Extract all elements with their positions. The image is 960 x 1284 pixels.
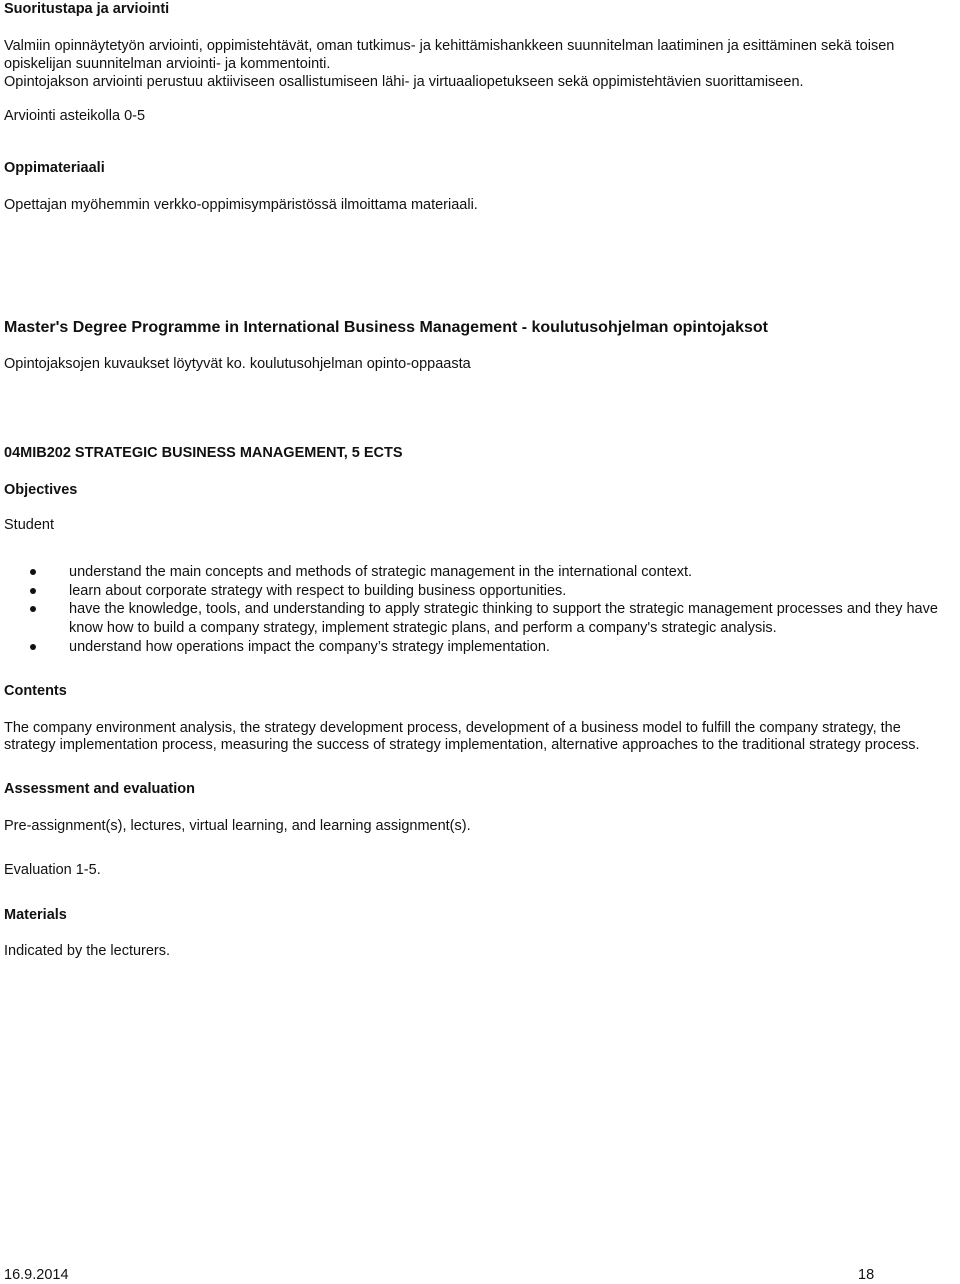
paragraph-line: opiskelijan suunnitelman arviointi- ja kommentointi.: [4, 56, 331, 72]
bullet-marker: [30, 569, 36, 575]
contents-line: strategy implementation process, measuring the success of strategy implementation, alternative approaches to the traditional strategy process.: [4, 737, 920, 753]
contents-heading: Contents: [4, 683, 67, 699]
programme-subtitle: Opintojaksojen kuvaukset löytyvät ko. koulutusohjelman opinto-oppaasta: [4, 356, 471, 372]
list-item: understand how operations impact the company’s strategy implementation.: [69, 639, 550, 655]
objectives-heading: Objectives: [4, 482, 78, 498]
assessment-text: Pre-assignment(s), lectures, virtual learning, and learning assignment(s).: [4, 818, 471, 834]
list-item-continuation: know how to build a company strategy, implement strategic plans, and perform a company's strategic analysis.: [69, 620, 777, 636]
bullet-marker: [30, 606, 36, 612]
list-item: have the knowledge, tools, and understanding to apply strategic thinking to support the strategic management processes and they have: [69, 601, 938, 617]
programme-title: Master's Degree Programme in International Business Management - koulutusohjelman opintojaksot: [4, 319, 768, 336]
materials-heading: Materials: [4, 907, 67, 923]
student-label: Student: [4, 517, 54, 533]
course-title: 04MIB202 STRATEGIC BUSINESS MANAGEMENT, 5 ECTS: [4, 445, 403, 461]
paragraph-line: Opintojakson arviointi perustuu aktiiviseen osallistumiseen lähi- ja virtuaaliopetukseen sekä oppimistehtävien suorittamiseen.: [4, 74, 804, 90]
assessment-heading: Assessment and evaluation: [4, 781, 195, 797]
materials-text-fi: Opettajan myöhemmin verkko-oppimisympäristössä ilmoittama materiaali.: [4, 197, 478, 213]
section-heading-materials-fi: Oppimateriaali: [4, 160, 105, 176]
page-number: 18: [858, 1267, 875, 1283]
footer-date: 16.9.2014: [4, 1267, 69, 1283]
list-item: learn about corporate strategy with respect to building business opportunities.: [69, 583, 567, 599]
evaluation-text: Evaluation 1-5.: [4, 862, 101, 878]
bullet-marker: [30, 588, 36, 594]
contents-line: The company environment analysis, the strategy development process, development of a business model to fulfill the company strategy, the: [4, 720, 901, 736]
bullet-marker: [30, 644, 36, 650]
section-heading-assessment-fi: Suoritustapa ja arviointi: [4, 1, 170, 17]
materials-text: Indicated by the lecturers.: [4, 943, 171, 959]
list-item: understand the main concepts and methods of strategic management in the international context.: [69, 564, 693, 580]
paragraph-line: Valmiin opinnäytetyön arviointi, oppimistehtävät, oman tutkimus- ja kehittämishankkeen suunnitelman laatiminen ja esittäminen sekä toisen: [4, 38, 895, 54]
grading-scale-text: Arviointi asteikolla 0-5: [4, 108, 146, 124]
